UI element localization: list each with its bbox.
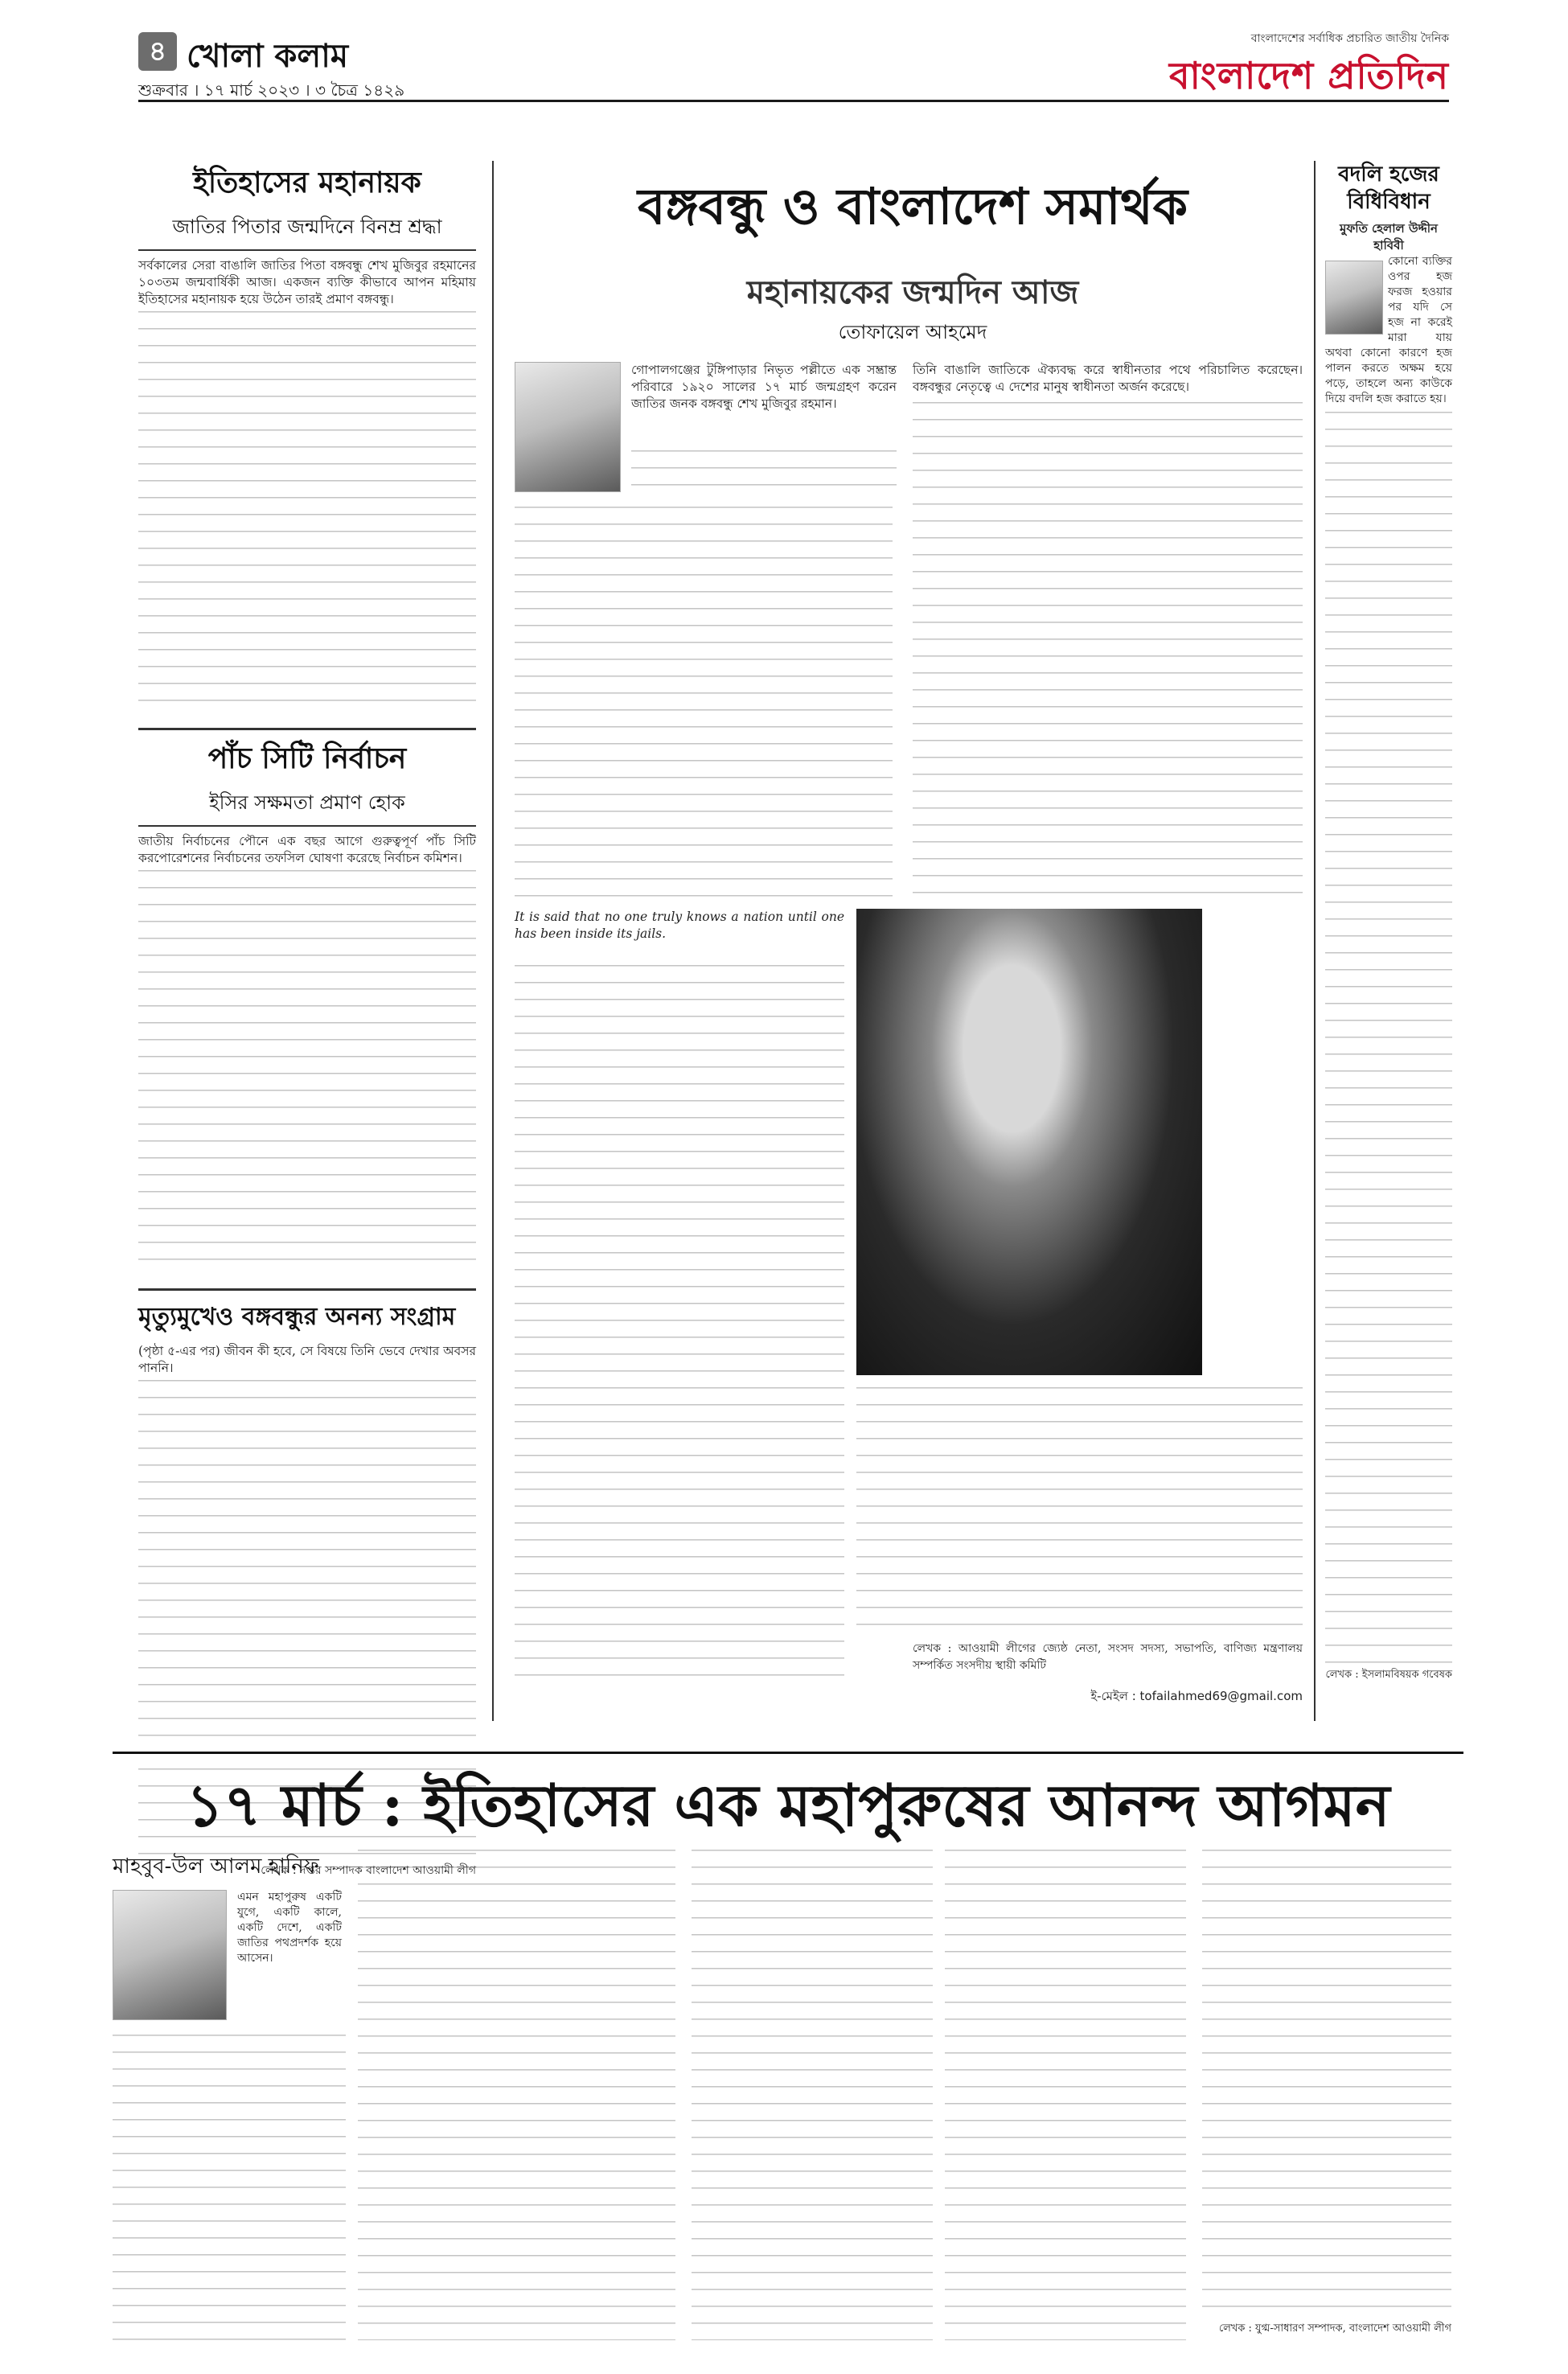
bottom-body-col2 xyxy=(358,1850,675,2340)
right-author-portrait xyxy=(1325,261,1383,335)
editorial-subtitle: জাতির পিতার জন্মদিনে বিনম্র শ্রদ্ধা xyxy=(138,212,476,251)
paper-name: বাংলাদেশ প্রতিদিন xyxy=(1168,54,1449,97)
editorial-body xyxy=(138,311,476,713)
main-subheadline: মহানায়কের জন্মদিন আজ xyxy=(746,273,1079,311)
page-number-badge: ৪ xyxy=(138,32,177,71)
bottom-body-col3 xyxy=(692,1850,933,2340)
main-body-col3 xyxy=(856,1387,1303,1629)
main-byline: তোফায়েল আহমেদ xyxy=(838,321,987,343)
right-article-credit: লেখক : ইসলামবিষয়ক গবেষক xyxy=(1325,1669,1452,1681)
second-editorial-body xyxy=(138,870,476,1272)
main-lead: গোপালগঞ্জের টুঙ্গিপাড়ার নিভৃত পল্লীতে এক সম্ভ্রান্ত পরিবারে ১৯২০ সালের ১৭ মার্চ জন্মগ্রহণ করেন জাতির জনক বঙ্গবন্ধু শেখ মুজিবুর রহমান। xyxy=(631,363,897,411)
dateline: শুক্রবার । ১৭ মার্চ ২০২৩ । ৩ চৈত্র ১৪২৯ xyxy=(138,80,405,100)
newspaper-brand xyxy=(1169,29,1449,109)
column-rule xyxy=(138,728,476,730)
right-column xyxy=(1325,161,1452,1683)
second-editorial-subtitle: ইসির সক্ষমতা প্রমাণ হোক xyxy=(138,788,476,827)
left-column xyxy=(138,161,476,1879)
author-portrait xyxy=(515,362,621,492)
right-article-title: বদলি হজের বিধিবিধান xyxy=(1338,162,1439,214)
main-headline: বঙ্গবন্ধু ও বাংলাদেশ সমার্থক xyxy=(637,177,1188,236)
editorial-intro: সর্বকালের সেরা বাঙালি জাতির পিতা বঙ্গবন্ধু শেখ মুজিবুর রহমানের ১০৩তম জন্মবার্ষিকী আজ। একজন ব্যক্তি কীভাবে আপন মহিমায় ইতিহাসের মহানায়ক হয়ে উঠেন তারই প্রমাণ বঙ্গবন্ধু। xyxy=(138,258,476,306)
main-quote: It is said that no one truly knows a nation until one has been inside its jails. xyxy=(515,910,844,941)
third-article-credit: লেখক : দপ্তর সম্পাদক বাংলাদেশ আওয়ামী লীগ xyxy=(261,1864,476,1877)
bottom-body-col4 xyxy=(945,1850,1186,2340)
main-body-col1a xyxy=(515,507,893,909)
editorial-title: ইতিহাসের মহানায়ক xyxy=(193,166,421,199)
second-editorial-intro: জাতীয় নির্বাচনের পৌনে এক বছর আগে গুরুত্বপূর্ণ পাঁচ সিটি করপোরেশনের নির্বাচনের তফসিল ঘোষণা করেছে নির্বাচন কমিশন। xyxy=(138,834,476,865)
masthead-rule xyxy=(138,100,1449,102)
bottom-byline: মাহবুব-উল আলম হানিফ xyxy=(113,1854,319,1879)
main-credit: লেখক : আওয়ামী লীগের জ্যেষ্ঠ নেতা, সংসদ সদস্য, সভাপতি, বাণিজ্য মন্ত্রণালয় সম্পর্কিত সংসদীয় স্থায়ী কমিটি xyxy=(913,1642,1303,1672)
right-article-author: মুফতি হেলাল উদ্দীন হাবিবী xyxy=(1340,221,1438,253)
bangabandhu-photo xyxy=(856,909,1202,1375)
bottom-author-portrait xyxy=(113,1890,227,2020)
paper-tagline: বাংলাদেশের সর্বাধিক প্রচারিত জাতীয় দৈনিক xyxy=(1250,32,1449,45)
column-separator-left xyxy=(492,161,494,1721)
right-article-intro: কোনো ব্যক্তির ওপর হজ ফরজ হওয়ার পর যদি সে হজ না করেই মারা যায় অথবা কোনো কারণে হজ পালন করতে অক্ষম হয়ে পড়ে, তাহলে অন্য কাউকে দিয়ে বদলি হজ করাতে হয়। xyxy=(1325,255,1452,405)
bottom-body-col5 xyxy=(1202,1850,1451,2316)
main-lead-cont xyxy=(631,450,897,499)
column-separator-right xyxy=(1314,161,1316,1721)
second-editorial-title: পাঁচ সিটি নির্বাচন xyxy=(207,741,407,775)
bottom-headline: ১৭ মার্চ : ইতিহাসের এক মহাপুরুষের আনন্দ আগমন xyxy=(113,1752,1463,1859)
bottom-credit: লেখক : যুগ্ম-সাধারণ সম্পাদক, বাংলাদেশ আওয়ামী লীগ xyxy=(1218,2323,1451,2335)
bottom-body-col1 xyxy=(113,2035,346,2340)
main-body-col2 xyxy=(913,402,1303,901)
third-article-intro: (পৃষ্ঠা ৫-এর পর) জীবন কী হবে, সে বিষয়ে তিনি ভেবে দেখার অবসর পাননি। xyxy=(138,1344,476,1375)
author-email: ই-মেইল : tofailahmed69@gmail.com xyxy=(1090,1689,1303,1703)
main-body-col1b xyxy=(515,965,844,1689)
bottom-intro: এমন মহাপুরুষ একটি যুগে, একটি কালে, একটি দেশে, একটি জাতির পথপ্রদর্শক হয়ে আসেন। xyxy=(237,1891,342,1965)
main-body: তিনি বাঙালি জাতিকে ঐক্যবদ্ধ করে স্বাধীনতার পথে পরিচালিত করেছেন। বঙ্গবন্ধুর নেতৃত্বে এ দেশের মানুষ স্বাধীনতা অর্জন করেছে। xyxy=(913,363,1303,394)
third-article-title: মৃত্যুমুখেও বঙ্গবন্ধুর অনন্য সংগ্রাম xyxy=(138,1288,476,1338)
right-article-body xyxy=(1325,412,1452,1666)
section-title: খোলা কলাম xyxy=(187,38,349,75)
